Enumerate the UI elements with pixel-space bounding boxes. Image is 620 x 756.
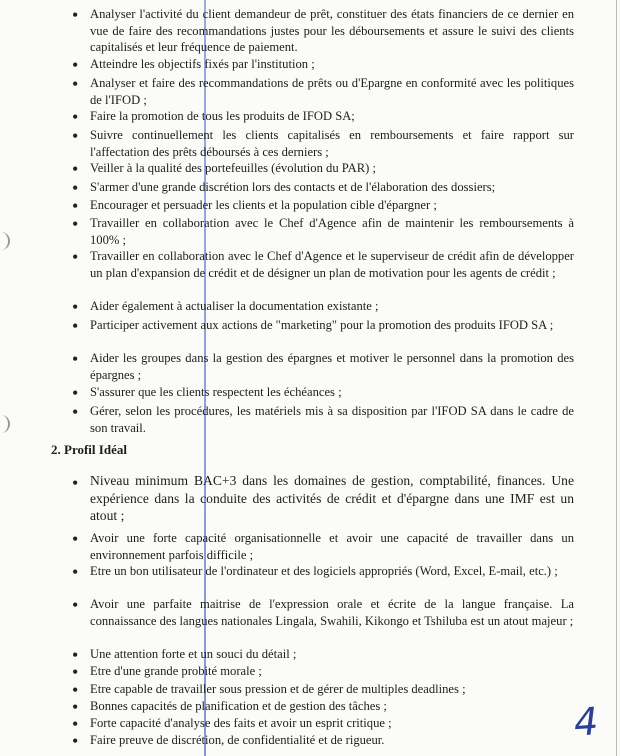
bullet: • <box>72 662 79 682</box>
bullet: • <box>72 196 79 216</box>
list-item-text: Encourager et persuader les clients et la population cible d'épargner ; <box>90 198 437 212</box>
page-edge <box>616 0 617 756</box>
list-item-text: Aider également à actualiser la documentation existante ; <box>90 299 379 313</box>
bullet: • <box>72 645 79 665</box>
bullet: • <box>72 214 79 234</box>
list-item-text: Faire preuve de discrétion, de confidentialité et de rigueur. <box>90 733 385 747</box>
bullet: • <box>72 297 79 317</box>
bullet: • <box>72 107 79 127</box>
list-item-text: Avoir une parfaite maitrise de l'expression orale et écrite de la langue française. La connaissance des langues nationales Lingala, Swahili, Kikongo et Tshiluba est un atout majeur ; <box>90 597 574 628</box>
bullet: • <box>72 247 79 267</box>
list-item-text: Travailler en collaboration avec le Chef d'Agence et le superviseur de crédit afin de développer un plan d'expansion de crédit et de désigner un plan de motivation pour les agents de crédit ; <box>90 249 574 280</box>
list-item-text: Veiller à la qualité des portefeuilles (évolution du PAR) ; <box>90 161 376 175</box>
list-item-text: Bonnes capacités de planification et de gestion des tâches ; <box>90 699 387 713</box>
list-item-text: Forte capacité d'analyse des faits et avoir un esprit critique ; <box>90 716 392 730</box>
list-item-text: Une attention forte et un souci du détail ; <box>90 647 297 661</box>
list-item-text: S'assurer que les clients respectent les échéances ; <box>90 385 342 399</box>
bullet: • <box>72 595 79 615</box>
list-item-text: Etre un bon utilisateur de l'ordinateur et des logiciels appropriés (Word, Excel, E-mail, etc.) ; <box>90 564 558 578</box>
binding-mark <box>0 232 10 250</box>
bullet: • <box>72 731 79 751</box>
list-item-text: Faire la promotion de tous les produits de IFOD SA; <box>90 109 355 123</box>
bullet: • <box>72 126 79 146</box>
list-item-text: Gérer, selon les procédures, les matériels mis à sa disposition par l'IFOD SA dans le cadre de son travail. <box>90 404 574 435</box>
bullet: • <box>72 316 79 336</box>
list-item-text: Suivre continuellement les clients capitalisés en remboursements et faire rapport sur l'affectation des prêts déboursés à ces derniers ; <box>90 128 574 159</box>
bullet: • <box>72 680 79 700</box>
list-item-text: Atteindre les objectifs fixés par l'institution ; <box>90 57 315 71</box>
list-item-text: Avoir une forte capacité organisationnelle et avoir une capacité de travailler dans un environnement parfois difficile ; <box>90 531 574 562</box>
bullet: • <box>72 178 79 198</box>
bullet: • <box>72 383 79 403</box>
handwritten-page-number: 4 <box>572 699 600 745</box>
binding-mark <box>0 415 10 433</box>
bullet: • <box>72 473 79 493</box>
list-item-text: Etre d'une grande probité morale ; <box>90 664 262 678</box>
list-item-text: Aider les groupes dans la gestion des épargnes et motiver le personnel dans la promotion des épargnes ; <box>90 351 574 382</box>
list-item-text: Analyser et faire des recommandations de prêts ou d'Epargne en conformité avec les politiques de l'IFOD ; <box>90 76 574 107</box>
list-item-text: S'armer d'une grande discrétion lors des contacts et de l'élaboration des dossiers; <box>90 180 496 194</box>
bullet: • <box>72 529 79 549</box>
bullet: • <box>72 562 79 582</box>
section-heading-profil-ideal: 2. Profil Idéal <box>51 442 127 457</box>
list-item-text: Etre capable de travailler sous pression et de gérer de multiples deadlines ; <box>90 682 466 696</box>
list-item-text: Participer activement aux actions de "marketing" pour la promotion des produits IFOD SA ; <box>90 318 554 332</box>
bullet: • <box>72 55 79 75</box>
list-item-text: Niveau minimum BAC+3 dans les domaines de gestion, comptabilité, finances. Une expérience dans la conduite des activités de crédit et d'épargne dans une IMF est un atout ; <box>90 473 574 523</box>
bullet: • <box>72 697 79 717</box>
list-item-text: Analyser l'activité du client demandeur de prêt, constituer des états financiers de ce dernier en vue de faire des recommandations justes pour les déboursements et assure le suivi des clients capitalisés et leur fréquence de paiement. <box>90 7 574 54</box>
bullet: • <box>72 402 79 422</box>
bullet: • <box>72 714 79 734</box>
list-item-text: Travailler en collaboration avec le Chef d'Agence afin de maintenir les remboursements à 100% ; <box>90 216 574 247</box>
bullet: • <box>72 5 79 25</box>
bullet: • <box>72 159 79 179</box>
bullet: • <box>72 349 79 369</box>
bullet: • <box>72 74 79 94</box>
